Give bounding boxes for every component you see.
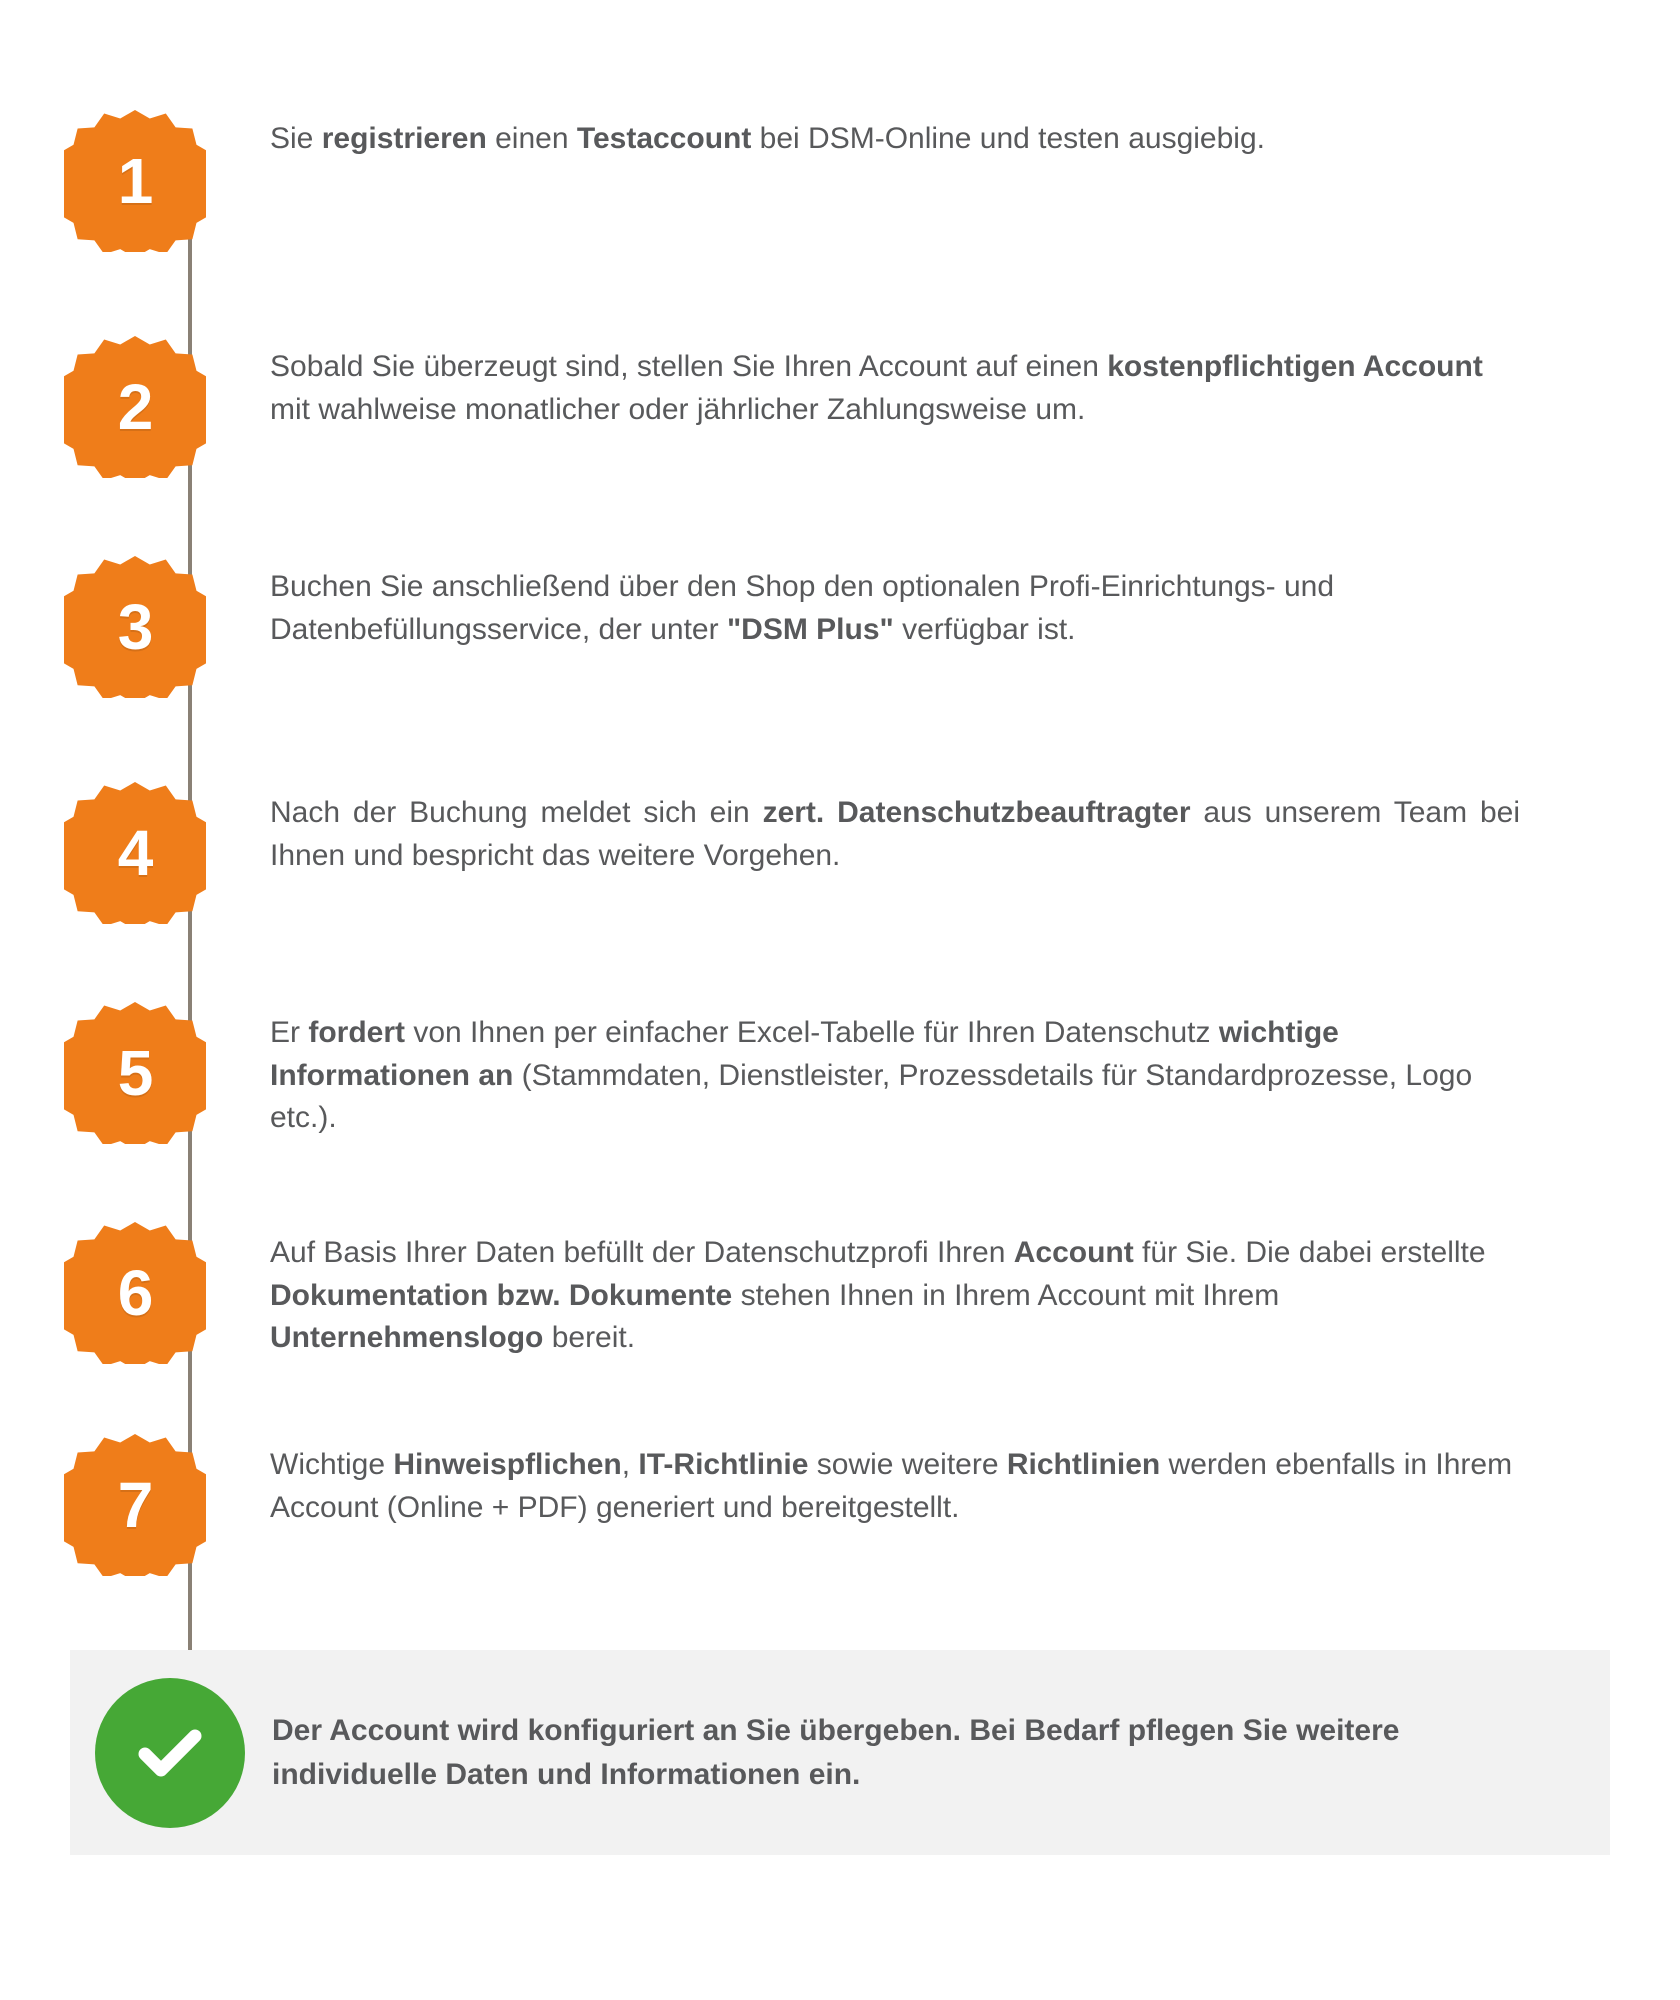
step-text-fragment: stehen Ihnen in Ihrem Account mit Ihrem [732,1278,1280,1312]
step-text-fragment: bereit. [543,1321,636,1355]
step-number: 7 [117,1469,153,1541]
step-badge-icon [64,110,206,252]
step-badge-icon [64,336,206,478]
step-text-fragment: verfügbar ist. [893,612,1076,646]
step-text-fragment: , [621,1448,639,1481]
step-text-emphasis: kostenpflichtigen Account [1107,350,1483,383]
step-number: 5 [117,1037,153,1109]
step-text-fragment: Auf Basis Ihrer Daten befüllt der Datenschutzprofi Ihren [270,1236,1014,1269]
step-text-fragment: mit wahlweise monatlicher oder jährlicher Zahlungsweise um. [270,392,1086,426]
step-text-emphasis: Hinweispflichen [393,1448,622,1481]
timeline-step [0,336,1680,478]
timeline-step [0,782,1680,924]
step-badge-wrap [0,1434,270,1576]
step-badge-wrap [0,110,270,252]
timeline-step [0,110,1680,252]
step-text [270,1002,1680,1140]
step-text-emphasis: Richtlinien [1006,1448,1161,1481]
step-text [270,782,1680,877]
step-text-fragment: werden ebenfalls in Ihrem Account (Online + PDF) generiert und bereitgestellt. [270,1448,1513,1524]
step-number: 3 [117,591,153,663]
step-text-fragment: Buchen Sie anschließend über den Shop den optionalen Profi-Einrichtungs- und Datenbefüllungsservice, der unter [270,570,1335,646]
step-text-fragment: sowie weitere [808,1448,1007,1481]
check-circle-icon [95,1678,245,1828]
step-text-fragment: Nach der Buchung meldet sich ein [270,796,763,829]
timeline-step [0,1002,1680,1144]
step-number: 2 [117,371,153,443]
step-number: 6 [117,1257,153,1329]
step-text-emphasis: IT-Richtlinie [638,1448,809,1481]
final-step-text: Der Account wird konfiguriert an Sie übergeben. Bei Bedarf pflegen Sie weitere individuelle Daten und Informationen ein. [272,1714,1400,1791]
step-text-fragment: Er [270,1016,309,1049]
step-text-fragment: Wichtige [270,1448,394,1481]
step-text [270,556,1680,651]
step-text [270,1222,1680,1360]
step-text-emphasis: Unternehmenslogo [270,1321,544,1355]
step-badge-wrap [0,556,270,698]
step-text-fragment: von Ihnen per einfacher Excel-Tabelle für Ihren Datenschutz [405,1016,1219,1049]
step-badge-icon [64,556,206,698]
timeline-step [0,1222,1680,1364]
timeline-final-step [70,1650,1610,1855]
timeline-step [0,1434,1680,1576]
check-icon-wrap [70,1678,270,1828]
step-text [270,336,1680,431]
step-text-fragment: bei DSM-Online und testen ausgiebig. [751,122,1265,155]
step-text [270,1434,1680,1529]
step-badge-icon [64,782,206,924]
step-number: 4 [117,817,153,889]
step-badge-icon [64,1434,206,1576]
step-number: 1 [117,145,153,217]
step-text-emphasis: fordert [308,1016,406,1049]
step-text-emphasis: Account [1013,1236,1134,1269]
step-badge-wrap [0,1002,270,1144]
step-text-emphasis: registrieren [321,122,487,155]
step-text-emphasis: wichtige Informationen an [270,1016,1339,1092]
timeline-steps [0,110,1680,1576]
step-text-emphasis: Dokumentation bzw. Dokumente [270,1278,733,1312]
step-badge-wrap [0,782,270,924]
step-text-emphasis: "DSM Plus" [726,612,894,646]
step-text-fragment: Sie [270,122,322,155]
step-text-fragment: einen [486,122,577,155]
step-badge-wrap [0,1222,270,1364]
step-text-emphasis: zert. Datenschutzbeauftragter [762,796,1191,829]
step-text [270,110,1680,161]
step-text-fragment: für Sie. Die dabei erstellte [1133,1236,1486,1269]
timeline-step [0,556,1680,698]
step-badge-icon [64,1222,206,1364]
step-text-emphasis: Testaccount [576,122,752,155]
step-text-fragment: (Stammdaten, Dienstleister, Prozessdetails für Standardprozesse, Logo etc.). [270,1058,1473,1135]
step-badge-wrap [0,336,270,478]
step-text-fragment: aus unserem Team bei Ihnen und bespricht das weitere Vorgehen. [270,796,1521,872]
step-text-fragment: Sobald Sie überzeugt sind, stellen Sie Ihren Account auf einen [270,350,1108,383]
step-badge-icon [64,1002,206,1144]
